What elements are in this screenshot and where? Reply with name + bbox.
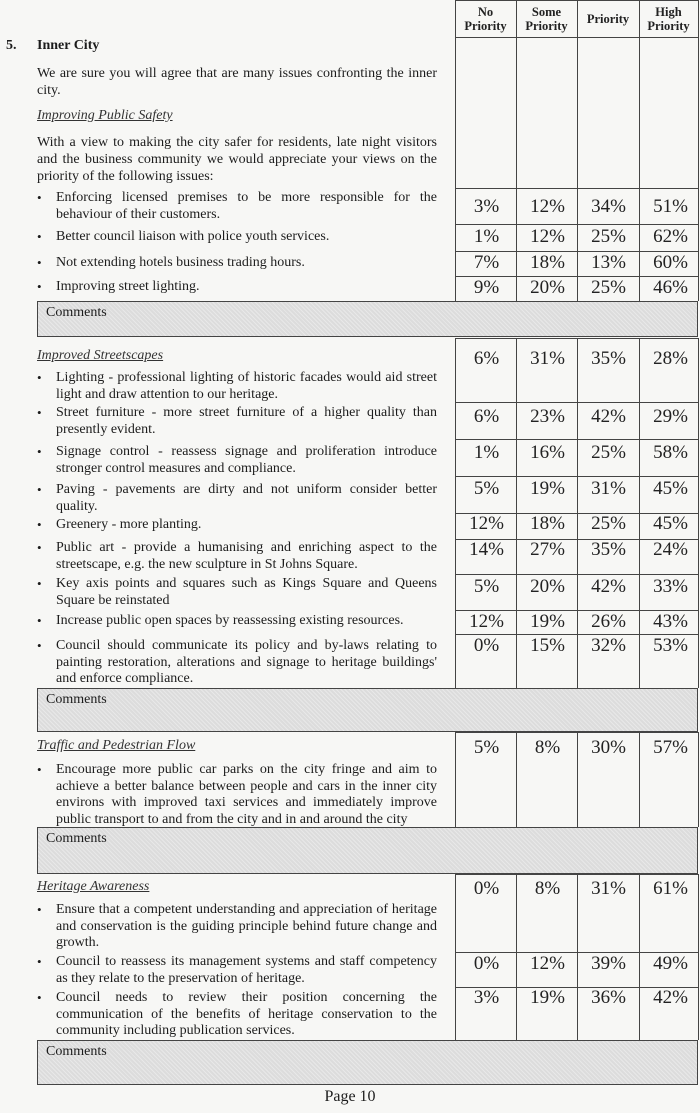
value-priority: 36% xyxy=(591,987,626,1008)
item-text: Not extending hotels business trading hours. xyxy=(56,255,305,270)
item-text: Ensure that a competent understanding and appreciation of heritage and conservation is the guiding principle behind future change and growth. xyxy=(56,902,437,950)
value-high-priority: 33% xyxy=(653,576,688,597)
bullet-icon: • xyxy=(37,370,42,385)
value-no-priority: 0% xyxy=(473,635,500,656)
item-text: Increase public open spaces by reassessing existing resources. xyxy=(56,613,404,628)
bullet-icon: • xyxy=(37,482,42,497)
header-high-priority-line2: Priority xyxy=(647,19,690,33)
value-priority: 35% xyxy=(591,348,626,369)
item-text: Improving street lighting. xyxy=(56,279,200,294)
value-no-priority: 5% xyxy=(473,737,500,758)
value-some-priority: 8% xyxy=(534,878,561,899)
list-item xyxy=(37,517,437,534)
value-no-priority: 12% xyxy=(469,513,504,534)
page-number: Page 10 xyxy=(324,1088,376,1105)
grid-line xyxy=(455,0,698,1)
item-text: Public art - provide a humanising and enriching aspect to the streetscape, e.g. the new sculpture in St Johns Square. xyxy=(56,540,437,572)
comments-label: Comments xyxy=(46,305,107,320)
grid-line xyxy=(455,0,456,188)
value-high-priority: 45% xyxy=(653,478,688,499)
value-high-priority: 60% xyxy=(653,252,688,273)
value-high-priority: 43% xyxy=(653,611,688,632)
bullet-icon: • xyxy=(37,540,42,555)
list-item xyxy=(37,279,437,296)
value-no-priority: 0% xyxy=(473,878,500,899)
value-some-priority: 31% xyxy=(530,348,565,369)
list-item xyxy=(37,954,437,987)
item-text: Council needs to review their position concerning the communication of the benefits of heritage conservation to the community including publication services. xyxy=(56,990,437,1038)
value-high-priority: 42% xyxy=(653,987,688,1008)
value-some-priority: 23% xyxy=(530,406,565,427)
list-item xyxy=(37,990,437,1040)
list-item xyxy=(37,444,437,477)
list-item xyxy=(37,638,437,688)
bullet-icon: • xyxy=(37,990,42,1005)
value-priority: 25% xyxy=(591,513,626,534)
value-some-priority: 12% xyxy=(530,196,565,217)
value-high-priority: 51% xyxy=(653,196,688,217)
value-high-priority: 53% xyxy=(653,635,688,656)
grid-line xyxy=(577,0,578,188)
value-priority: 25% xyxy=(591,277,626,298)
group-title-traffic-pedestrian-flow: Traffic and Pedestrian Flow xyxy=(37,738,196,753)
comments-box-improved-streetscapes[interactable] xyxy=(37,688,698,732)
grid-line xyxy=(455,37,698,38)
value-priority: 13% xyxy=(591,252,626,273)
list-item xyxy=(37,762,437,828)
header-no-priority-line1: No xyxy=(477,5,494,19)
value-high-priority: 49% xyxy=(653,953,688,974)
value-priority: 42% xyxy=(591,576,626,597)
header-some-priority xyxy=(516,2,577,36)
bullet-icon: • xyxy=(37,279,42,294)
value-no-priority: 9% xyxy=(473,277,500,298)
item-text: Greenery - more planting. xyxy=(56,517,202,532)
header-priority-line1: Priority xyxy=(586,12,630,26)
group-title-public-safety: Improving Public Safety xyxy=(37,108,173,123)
item-text: Enforcing licensed premises to be more responsible for the behaviour of their customers. xyxy=(56,190,437,222)
value-priority: 25% xyxy=(591,226,626,247)
value-priority: 39% xyxy=(591,953,626,974)
group-description-public-safety: With a view to making the city safer for residents, late night visitors and the business community we would appreciate your views on the priority of the following issues: xyxy=(37,135,437,184)
section-number: 5. xyxy=(6,38,17,53)
value-high-priority: 58% xyxy=(653,442,688,463)
header-no-priority xyxy=(455,2,516,36)
item-text: Signage control - reassess signage and proliferation introduce stronger control measures and compliance. xyxy=(56,444,437,476)
value-no-priority: 0% xyxy=(473,953,500,974)
bullet-icon: • xyxy=(37,954,42,969)
value-priority: 30% xyxy=(591,737,626,758)
item-text: Encourage more public car parks on the city fringe and aim to achieve a better balance between people and cars in the inner city environs with improved taxi services and immediately improve public transport to and from the city and in and around the city xyxy=(56,762,437,827)
value-no-priority: 6% xyxy=(473,348,500,369)
value-some-priority: 8% xyxy=(534,737,561,758)
value-some-priority: 12% xyxy=(530,226,565,247)
value-high-priority: 28% xyxy=(653,348,688,369)
list-item xyxy=(37,576,437,609)
value-priority: 32% xyxy=(591,635,626,656)
value-some-priority: 16% xyxy=(530,442,565,463)
bullet-icon: • xyxy=(37,444,42,459)
list-item xyxy=(37,902,437,952)
bullet-icon: • xyxy=(37,517,42,532)
bullet-icon: • xyxy=(37,762,42,777)
list-item xyxy=(37,190,437,223)
value-priority: 42% xyxy=(591,406,626,427)
bullet-icon: • xyxy=(37,613,42,628)
value-high-priority: 61% xyxy=(653,878,688,899)
list-item xyxy=(37,255,437,272)
value-no-priority: 7% xyxy=(473,252,500,273)
comments-label: Comments xyxy=(46,831,107,846)
value-some-priority: 19% xyxy=(530,611,565,632)
value-some-priority: 18% xyxy=(530,513,565,534)
bullet-icon: • xyxy=(37,229,42,244)
bullet-icon: • xyxy=(37,638,42,653)
value-no-priority: 14% xyxy=(469,539,504,560)
list-item xyxy=(37,229,437,246)
section-title: Inner City xyxy=(37,38,100,53)
value-no-priority: 1% xyxy=(473,226,500,247)
value-no-priority: 5% xyxy=(473,478,500,499)
section-intro: We are sure you will agree that are many issues confronting the inner city. xyxy=(37,66,437,98)
comments-label: Comments xyxy=(46,1044,107,1059)
value-some-priority: 19% xyxy=(530,478,565,499)
bullet-icon: • xyxy=(37,255,42,270)
value-some-priority: 20% xyxy=(530,576,565,597)
value-high-priority: 46% xyxy=(653,277,688,298)
item-text: Street furniture - more street furniture of a higher quality than presently evident. xyxy=(56,405,437,437)
item-text: Lighting - professional lighting of historic facades would aid street light and draw attention to our heritage. xyxy=(56,370,437,402)
bullet-icon: • xyxy=(37,405,42,420)
value-some-priority: 19% xyxy=(530,987,565,1008)
item-text: Key axis points and squares such as Kings Square and Queens Square be reinstated xyxy=(56,576,437,608)
header-high-priority-line1: High xyxy=(655,5,682,19)
bullet-icon: • xyxy=(37,190,42,205)
value-high-priority: 62% xyxy=(653,226,688,247)
item-text: Council should communicate its policy and by-laws relating to painting restoration, alterations and signage to heritage buildings' and enforce compliance. xyxy=(56,638,437,686)
value-some-priority: 27% xyxy=(530,539,565,560)
bullet-icon: • xyxy=(37,902,42,917)
value-no-priority: 6% xyxy=(473,406,500,427)
header-priority xyxy=(577,2,639,36)
comments-box-traffic-pedestrian-flow[interactable] xyxy=(37,827,698,874)
item-text: Council to reassess its management systems and staff competency as they relate to the preservation of heritage. xyxy=(56,954,437,986)
value-priority: 34% xyxy=(591,196,626,217)
value-priority: 31% xyxy=(591,878,626,899)
value-priority: 31% xyxy=(591,478,626,499)
comments-box-heritage-awareness[interactable] xyxy=(37,1040,698,1085)
grid-line xyxy=(516,0,517,188)
item-text: Better council liaison with police youth services. xyxy=(56,229,330,244)
header-some-priority-line1: Some xyxy=(531,5,562,19)
value-some-priority: 18% xyxy=(530,252,565,273)
value-some-priority: 12% xyxy=(530,953,565,974)
group-title-heritage-awareness: Heritage Awareness xyxy=(37,879,150,894)
value-high-priority: 57% xyxy=(653,737,688,758)
list-item xyxy=(37,482,437,515)
item-text: Paving - pavements are dirty and not uniform consider better quality. xyxy=(56,482,437,514)
bullet-icon: • xyxy=(37,576,42,591)
value-no-priority: 5% xyxy=(473,576,500,597)
list-item xyxy=(37,405,437,438)
value-some-priority: 15% xyxy=(530,635,565,656)
value-high-priority: 24% xyxy=(653,539,688,560)
group-title-improved-streetscapes: Improved Streetscapes xyxy=(37,348,164,363)
grid-line xyxy=(639,0,640,188)
value-high-priority: 29% xyxy=(653,406,688,427)
comments-label: Comments xyxy=(46,692,107,707)
value-priority: 25% xyxy=(591,442,626,463)
value-priority: 35% xyxy=(591,539,626,560)
list-item xyxy=(37,370,437,403)
list-item xyxy=(37,540,437,573)
header-high-priority xyxy=(639,2,698,36)
header-some-priority-line2: Priority xyxy=(525,19,568,33)
value-high-priority: 45% xyxy=(653,513,688,534)
value-some-priority: 20% xyxy=(530,277,565,298)
value-no-priority: 1% xyxy=(473,442,500,463)
value-no-priority: 3% xyxy=(473,196,500,217)
value-priority: 26% xyxy=(591,611,626,632)
value-no-priority: 12% xyxy=(469,611,504,632)
list-item xyxy=(37,613,437,630)
grid-line xyxy=(698,0,699,188)
comments-box-public-safety[interactable] xyxy=(37,301,698,337)
header-no-priority-line2: Priority xyxy=(464,19,507,33)
value-no-priority: 3% xyxy=(473,987,500,1008)
